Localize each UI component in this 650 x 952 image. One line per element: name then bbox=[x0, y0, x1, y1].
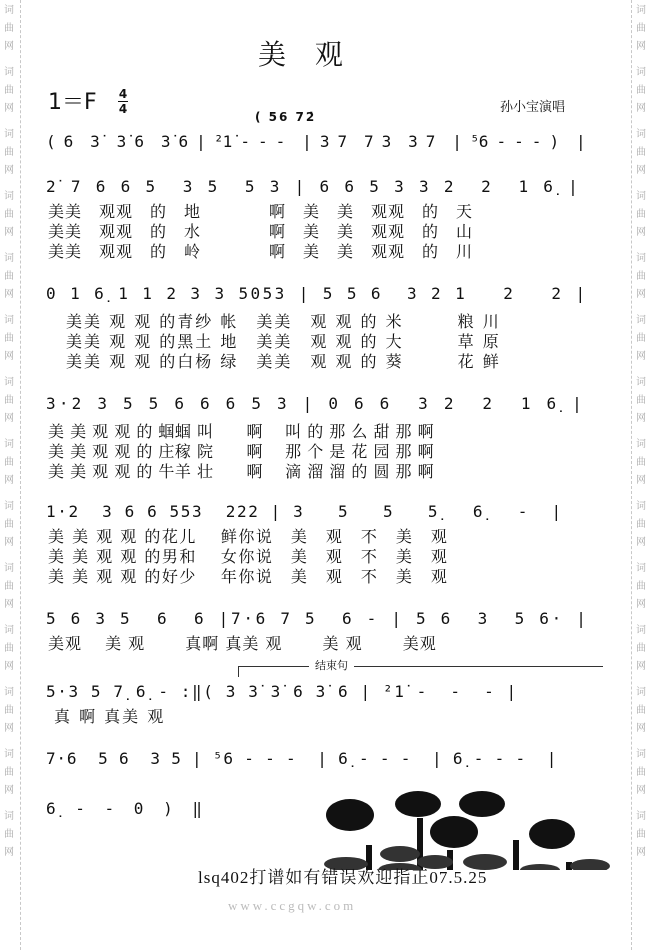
watermark-char: 词 bbox=[4, 439, 14, 450]
watermark-char: 曲 bbox=[636, 271, 646, 282]
watermark-char: 网 bbox=[4, 227, 14, 238]
watermark-char: 曲 bbox=[636, 147, 646, 158]
key-signature: 1＝F bbox=[48, 90, 97, 115]
watermark-char: 词 bbox=[4, 811, 14, 822]
site-url: www.ccgqw.com bbox=[228, 898, 357, 913]
lyrics-line-6: 美观 美 观 真啊 真美 观 美 观 美观 bbox=[48, 634, 437, 653]
watermark-char: 曲 bbox=[4, 581, 14, 592]
lyrics-line-5-verse-2: 美 美 观 观 的男和 女你说 美 观 不 美 观 bbox=[48, 547, 449, 566]
watermark-char: 曲 bbox=[4, 519, 14, 530]
notes-line-6: 5 6 3 5 6 6 |7·6 7 5 6 - | 5 6 3 5 6· | bbox=[46, 609, 589, 628]
watermark-char: 曲 bbox=[4, 209, 14, 220]
watermark-char: 网 bbox=[4, 41, 14, 52]
transcriber-note: lsq402打谱如有错误欢迎指正07.5.25 bbox=[198, 868, 488, 887]
watermark-char: 词 bbox=[636, 129, 646, 140]
watermark-char: 词 bbox=[4, 315, 14, 326]
watermark-char: 词 bbox=[4, 687, 14, 698]
watermark-char: 曲 bbox=[636, 333, 646, 344]
lyrics-line-7: 真 啊 真美 观 bbox=[54, 707, 166, 726]
watermark-char: 网 bbox=[636, 723, 646, 734]
watermark-char: 词 bbox=[636, 811, 646, 822]
watermark-char: 词 bbox=[4, 191, 14, 202]
watermark-char: 网 bbox=[636, 599, 646, 610]
watermark-char: 词 bbox=[4, 5, 14, 16]
watermark-char: 曲 bbox=[636, 829, 646, 840]
intro-hint: ( 56 72̇ bbox=[255, 110, 317, 124]
sunflower-picture bbox=[310, 790, 610, 870]
notes-line-4: 3·2 3 5 5 6 6 6 5 3 | 0 6 6 3 2 2 1 6̣ | bbox=[46, 394, 585, 413]
watermark-char: 网 bbox=[4, 661, 14, 672]
watermark-char: 词 bbox=[636, 253, 646, 264]
watermark-char: 曲 bbox=[4, 85, 14, 96]
watermark-char: 网 bbox=[4, 103, 14, 114]
notes-line-7: 5·3 5 7̣ 6̣ - :‖( 3 3̇ 3̇ 6 3̇ 6 | ²1̇ - - - | bbox=[46, 682, 518, 701]
watermark-char: 词 bbox=[4, 129, 14, 140]
watermark-char: 曲 bbox=[636, 23, 646, 34]
watermark-char: 词 bbox=[636, 315, 646, 326]
watermark-char: 网 bbox=[4, 475, 14, 486]
lyrics-line-3-verse-3: 美美 观 观 的白杨 绿 美美 观 观 的 葵 花 鲜 bbox=[48, 352, 501, 371]
watermark-char: 网 bbox=[636, 785, 646, 796]
singer: 孙小宝演唱 bbox=[500, 100, 566, 115]
watermark-char: 曲 bbox=[4, 147, 14, 158]
watermark-char: 词 bbox=[636, 749, 646, 760]
watermark-char: 曲 bbox=[636, 85, 646, 96]
notes-line-2: 2̇ 7 6 6 5 3 5 5 3 | 6 6 5 3 3 2 2 1 6̣ | bbox=[46, 177, 581, 196]
lyrics-line-3-verse-1: 美美 观 观 的青纱 帐 美美 观 观 的 米 粮 川 bbox=[48, 312, 501, 331]
watermark-char: 词 bbox=[636, 501, 646, 512]
watermark-char: 曲 bbox=[4, 395, 14, 406]
notes-line-8: 7·6 5 6 3 5 | ⁵6 - - - | 6̣ - - - | 6̣ - - - | bbox=[46, 749, 558, 768]
lyrics-line-4-verse-3: 美 美 观 观 的 牛羊 壮 啊 滴 溜 溜 的 圆 那 啊 bbox=[48, 462, 435, 481]
watermark-char: 曲 bbox=[4, 767, 14, 778]
lyrics-line-2-verse-3: 美美 观观 的 岭 啊 美 美 观观 的 川 bbox=[48, 242, 474, 261]
watermark-char: 词 bbox=[636, 377, 646, 388]
watermark-char: 网 bbox=[4, 413, 14, 424]
watermark-char: 网 bbox=[636, 41, 646, 52]
watermark-char: 曲 bbox=[636, 767, 646, 778]
song-title: 美 观 bbox=[258, 38, 353, 71]
watermark-char: 网 bbox=[636, 227, 646, 238]
watermark-char: 曲 bbox=[636, 581, 646, 592]
time-bottom: 4 bbox=[118, 102, 128, 116]
lyrics-line-2-verse-1: 美美 观观 的 地 啊 美 美 观观 的 天 bbox=[48, 202, 474, 221]
watermark-char: 曲 bbox=[4, 829, 14, 840]
watermark-char: 词 bbox=[636, 191, 646, 202]
watermark-char: 网 bbox=[636, 413, 646, 424]
watermark-char: 词 bbox=[636, 563, 646, 574]
right-watermark bbox=[634, 0, 648, 952]
ending-label: 结束句 bbox=[309, 659, 354, 673]
notes-line-9: 6̣ - - 0 ) ‖ bbox=[46, 799, 207, 818]
watermark-char: 网 bbox=[636, 351, 646, 362]
notes-line-1: ( 6 3̇ 3̇ 6 3̇ 6 | ²1̇ - - - | 3 7 7 3 3 7 | ⁵6 - - - ) | bbox=[46, 132, 585, 151]
watermark-char: 曲 bbox=[4, 457, 14, 468]
watermark-char: 曲 bbox=[636, 705, 646, 716]
lyrics-line-5-verse-3: 美 美 观 观 的好少 年你说 美 观 不 美 观 bbox=[48, 567, 449, 586]
watermark-char: 曲 bbox=[636, 457, 646, 468]
watermark-char: 网 bbox=[636, 475, 646, 486]
lyrics-line-4-verse-1: 美 美 观 观 的 蝈蝈 叫 啊 叫 的 那 么 甜 那 啊 bbox=[48, 422, 435, 441]
watermark-char: 网 bbox=[4, 289, 14, 300]
watermark-char: 词 bbox=[4, 749, 14, 760]
right-margin-line bbox=[631, 0, 632, 950]
watermark-char: 网 bbox=[636, 165, 646, 176]
watermark-char: 网 bbox=[4, 351, 14, 362]
watermark-char: 词 bbox=[4, 253, 14, 264]
watermark-char: 网 bbox=[4, 537, 14, 548]
lyrics-line-3-verse-2: 美美 观 观 的黑土 地 美美 观 观 的 大 草 原 bbox=[48, 332, 501, 351]
lyrics-line-4-verse-2: 美 美 观 观 的 庄稼 院 啊 那 个 是 花 园 那 啊 bbox=[48, 442, 435, 461]
watermark-char: 网 bbox=[636, 847, 646, 858]
left-watermark bbox=[2, 0, 16, 952]
watermark-char: 网 bbox=[636, 289, 646, 300]
watermark-char: 曲 bbox=[4, 271, 14, 282]
notes-line-3: 0 1 6̣ 1 1 2 3 3 5053 | 5 5 6 3 2 1 2 2 | bbox=[46, 284, 588, 303]
watermark-char: 网 bbox=[636, 103, 646, 114]
watermark-char: 词 bbox=[636, 67, 646, 78]
watermark-char: 网 bbox=[4, 723, 14, 734]
watermark-char: 词 bbox=[4, 501, 14, 512]
watermark-char: 词 bbox=[636, 687, 646, 698]
watermark-char: 曲 bbox=[636, 395, 646, 406]
time-signature bbox=[118, 88, 128, 115]
watermark-char: 曲 bbox=[4, 705, 14, 716]
watermark-char: 曲 bbox=[636, 519, 646, 530]
watermark-char: 曲 bbox=[636, 209, 646, 220]
watermark-char: 词 bbox=[636, 5, 646, 16]
notes-line-5: 1·2 3 6 6 553 222 | 3 5 5 5̣ 6̣ - | bbox=[46, 502, 563, 521]
watermark-char: 词 bbox=[4, 67, 14, 78]
watermark-char: 网 bbox=[4, 847, 14, 858]
watermark-char: 词 bbox=[636, 439, 646, 450]
watermark-char: 曲 bbox=[4, 643, 14, 654]
left-margin-line bbox=[20, 0, 21, 950]
watermark-char: 词 bbox=[4, 625, 14, 636]
watermark-char: 网 bbox=[636, 537, 646, 548]
lyrics-line-5-verse-1: 美 美 观 观 的花儿 鲜你说 美 观 不 美 观 bbox=[48, 527, 449, 546]
watermark-char: 网 bbox=[4, 599, 14, 610]
watermark-char: 曲 bbox=[4, 23, 14, 34]
watermark-char: 词 bbox=[636, 625, 646, 636]
lyrics-line-2-verse-2: 美美 观观 的 水 啊 美 美 观观 的 山 bbox=[48, 222, 474, 241]
watermark-char: 曲 bbox=[4, 333, 14, 344]
watermark-char: 曲 bbox=[636, 643, 646, 654]
watermark-char: 网 bbox=[4, 165, 14, 176]
watermark-char: 网 bbox=[4, 785, 14, 796]
watermark-char: 网 bbox=[636, 661, 646, 672]
time-top: 4 bbox=[118, 87, 128, 101]
ending-bracket bbox=[238, 659, 603, 677]
watermark-char: 词 bbox=[4, 563, 14, 574]
watermark-char: 词 bbox=[4, 377, 14, 388]
